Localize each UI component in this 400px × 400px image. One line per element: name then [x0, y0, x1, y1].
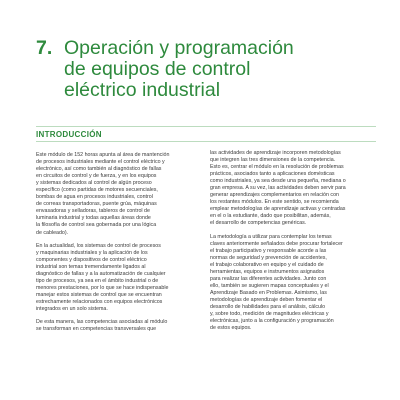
left-column: [36, 152, 190, 339]
paragraph-line: los restantes módulos. En este sentido, se recomienda: [210, 199, 339, 206]
paragraph-line: electrónicas, junto a la configuración y programación: [210, 318, 334, 325]
paragraph-line: Aprendizaje Basado en Problemas. Asimismo, las: [210, 289, 327, 296]
paragraph-line: el trabajo colaborativo en equipo y el cuidado de: [210, 261, 324, 268]
paragraph-line: industrial son temas tremendamente ligados al: [36, 263, 146, 270]
chapter-title-line: Operación y programación: [64, 37, 294, 59]
paragraph-line: y, sobre todo, medición de magnitudes eléctricas y: [210, 311, 329, 318]
paragraph-line: de correas transportadoras, puente grúa, máquinas: [36, 201, 157, 208]
paragraph-line: metodologías de aprendizaje deben fomentar el: [210, 296, 323, 303]
paragraph-line: ello, también se sugieren mapas conceptuales y el: [210, 282, 329, 289]
section-divider-top: [36, 126, 376, 127]
chapter-title: [64, 38, 374, 101]
paragraph-line: estrechamente relacionados con equipos electrónicos: [36, 298, 163, 305]
paragraph-line: tipo de procesos, ya sea en el ámbito industrial o de: [36, 277, 159, 284]
paragraph-line: prácticos, asociados tanto a aplicaciones domésticas: [210, 171, 335, 178]
paragraph: [36, 319, 190, 333]
paragraph-line: claves anteriormente señalados debe procurar fortalecer: [210, 240, 343, 247]
paragraph-line: específico (como partidas de motores secuenciales,: [36, 187, 158, 194]
paragraph-line: en el o la estudiante, dado que posibilitan, además,: [210, 213, 331, 220]
paragraph-line: bombas de agua en procesos industriales, control: [36, 194, 153, 201]
paragraph-line: diagnóstico de fallas y a la automatización de cualquier: [36, 270, 166, 277]
paragraph-line: y maquinarias industriales y la aplicación de los: [36, 249, 148, 256]
paragraph-line: integrados en un solo sistema.: [36, 305, 108, 312]
paragraph-line: y sistemas dedicados al control de algún proceso: [36, 180, 152, 187]
paragraph-line: luminaria industrial y todas aquellas áreas donde: [36, 215, 151, 222]
paragraph-line: en circuitos de control y de fuerza, y en los equipos: [36, 173, 157, 180]
paragraph: [210, 150, 364, 228]
paragraph-line: que integren las tres dimensiones de la competencia.: [210, 157, 336, 164]
paragraph-line: normas de seguridad y prevención de accidentes,: [210, 254, 327, 261]
paragraph-line: como industriales, ya sea desde una pequeña, mediana o: [210, 178, 346, 185]
paragraph-line: las actividades de aprendizaje incorporen metodologías: [210, 150, 341, 156]
section-heading: INTRODUCCIÓN: [36, 130, 102, 139]
paragraph-line: manejar estos sistemas de control que se encuentran: [36, 291, 162, 298]
paragraph-line: de estos equipos.: [210, 325, 252, 332]
paragraph-line: En la actualidad, los sistemas de control de procesos: [36, 242, 161, 249]
paragraph-line: Este módulo de 152 horas apunta al área de mantención: [36, 152, 170, 158]
chapter-title-line: de equipos de control: [64, 58, 251, 80]
paragraph-line: generar aprendizajes complementarios en relación con: [210, 192, 339, 199]
paragraph-line: se transforman en competencias transversales que: [36, 326, 157, 333]
paragraph-line: de procesos industriales mediante el control eléctrico y: [36, 159, 165, 166]
paragraph-line: la filosofía de control sea gobernada por una lógica: [36, 222, 157, 229]
paragraph-line: de cableado).: [36, 229, 69, 236]
paragraph-line: menores prestaciones, por lo que se hace indispensable: [36, 284, 169, 291]
right-column: [210, 150, 364, 338]
section-divider-bottom: [36, 141, 376, 142]
paragraph-line: Esto es, centrar el módulo en la resolución de problemas: [210, 164, 344, 171]
paragraph: [210, 234, 364, 333]
paragraph-line: el trabajo participativo y responsable acorde a las: [210, 247, 327, 254]
chapter-number: 7.: [36, 37, 53, 59]
paragraph-line: envasadoras y selladoras, tableros de control de: [36, 208, 150, 215]
chapter-title-line: eléctrico industrial: [64, 79, 221, 101]
paragraph-line: La metodología a utilizar para contemplar los temas: [210, 233, 332, 240]
paragraph-line: desarrollo de habilidades para el análisis, cálculo: [210, 303, 326, 310]
paragraph-line: emplear metodologías de aprendizaje activas y centradas: [210, 206, 346, 213]
paragraph-line: el desarrollo de competencias genéricas.: [210, 220, 307, 227]
paragraph-line: para realizar las diferentes actividades. Junto con: [210, 275, 327, 282]
paragraph: [36, 243, 190, 313]
paragraph: [36, 152, 190, 237]
paragraph-line: De esta manera, las competencias asociadas al módulo: [36, 319, 168, 326]
paragraph-line: componentes y dispositivos de control eléctrico: [36, 256, 147, 263]
paragraph-line: electrónico, así como también al diagnóstico de fallas: [36, 166, 162, 173]
paragraph-line: herramientas, equipos e instrumentos asignados: [210, 268, 325, 275]
paragraph-line: gran empresa. A su vez, las actividades deben servir para: [210, 185, 346, 192]
